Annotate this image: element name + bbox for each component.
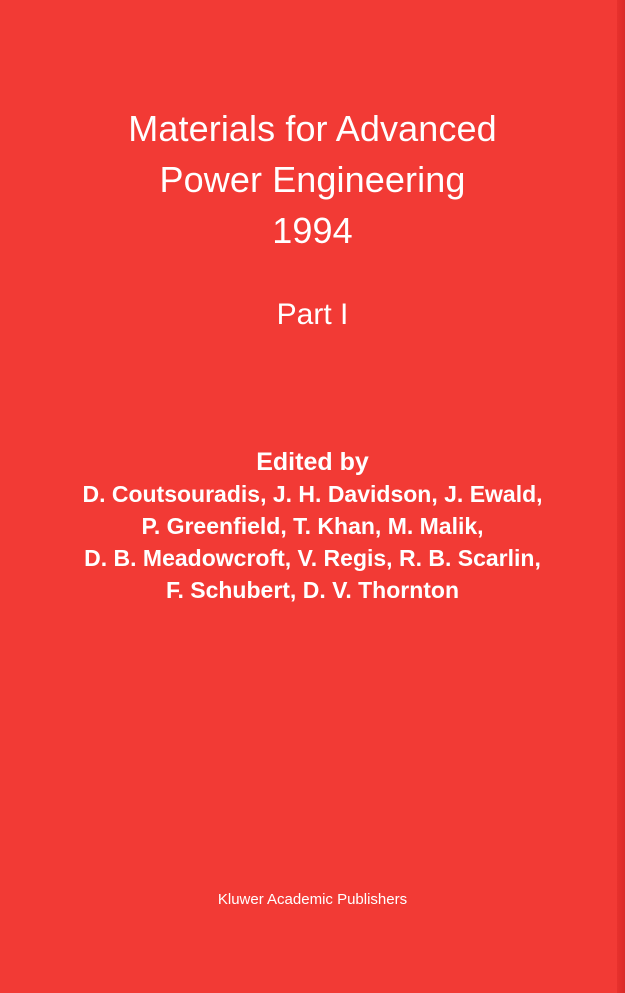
edited-by-label: Edited by bbox=[256, 448, 369, 476]
title-line-1: Materials for Advanced bbox=[128, 108, 497, 149]
title-line-2: Power Engineering bbox=[159, 159, 466, 200]
editor-line-3: D. B. Meadowcroft, V. Regis, R. B. Scarlin, bbox=[84, 545, 541, 571]
title-year: 1994 bbox=[272, 210, 353, 251]
editors-section bbox=[0, 446, 625, 606]
book-title bbox=[0, 103, 625, 256]
part-label: Part I bbox=[276, 298, 349, 331]
publisher-name: Kluwer Academic Publishers bbox=[217, 891, 408, 908]
editor-line-2: P. Greenfield, T. Khan, M. Malik, bbox=[141, 513, 484, 539]
editor-line-1: D. Coutsouradis, J. H. Davidson, J. Ewald, bbox=[82, 481, 543, 507]
editor-line-4: F. Schubert, D. V. Thornton bbox=[165, 577, 460, 603]
